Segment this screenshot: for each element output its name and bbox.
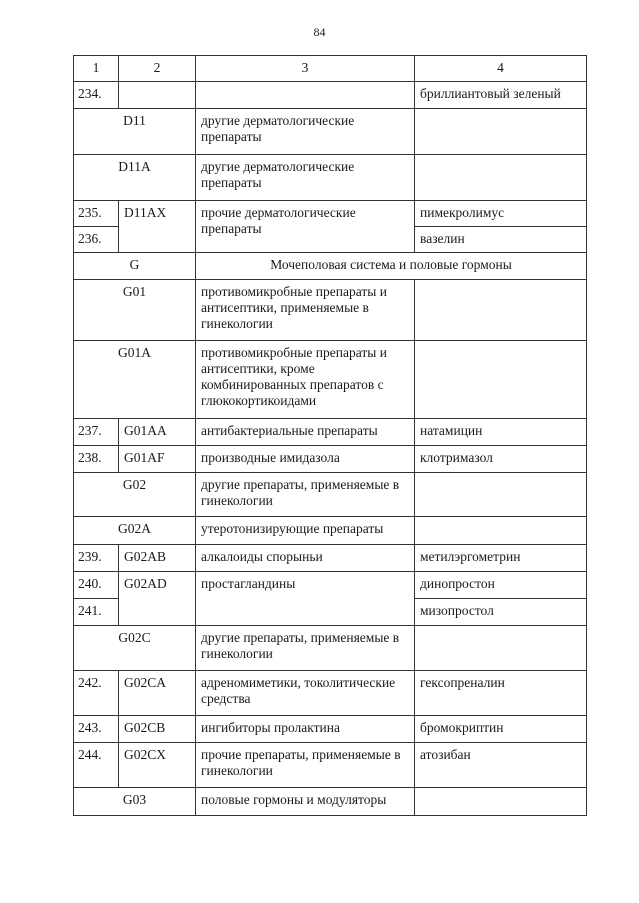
group-description: другие дерматологические препараты [196,109,415,155]
atc-code [119,82,196,109]
table-row [74,545,587,572]
drug-name: гексопреналин [415,671,587,716]
group-description: антибактериальные препараты [196,419,415,446]
column-header: 4 [415,56,587,82]
row-number: 239. [74,545,119,572]
table-row [74,109,587,155]
group-description: алкалоиды спорыньи [196,545,415,572]
drug-name [415,341,587,419]
drug-name: атозибан [415,743,587,788]
row-number: 242. [74,671,119,716]
atc-code: G02 [74,473,196,517]
atc-code: D11A [74,155,196,201]
table-row [74,788,587,816]
table-row [74,201,587,227]
atc-code: G02AD [119,572,196,626]
drug-name [415,473,587,517]
drug-name [415,280,587,341]
atc-code: G02CA [119,671,196,716]
atc-code: D11 [74,109,196,155]
drug-name: пимекролимус [415,201,587,227]
drug-name: метилэргометрин [415,545,587,572]
group-description: утеротонизирующие препараты [196,517,415,545]
drug-name [415,109,587,155]
row-number: 244. [74,743,119,788]
group-description: другие препараты, применяемые в гинекологии [196,473,415,517]
group-description: противомикробные препараты и антисептики, применяемые в гинекологии [196,280,415,341]
group-description [196,82,415,109]
atc-code: G02CB [119,716,196,743]
drug-name: клотримазол [415,446,587,473]
atc-code: G02CX [119,743,196,788]
drug-name: бриллиантовый зеленый [415,82,587,109]
group-description: прочие дерматологические препараты [196,201,415,253]
table-row [74,280,587,341]
atc-code: G01AA [119,419,196,446]
atc-code: G01A [74,341,196,419]
drug-table [73,55,587,816]
row-number: 243. [74,716,119,743]
group-description: противомикробные препараты и антисептики, кроме комбинированных препаратов с глюкокортикоидами [196,341,415,419]
row-number: 234. [74,82,119,109]
drug-name [415,517,587,545]
atc-code: G [74,253,196,280]
table-row [74,473,587,517]
group-description: половые гормоны и модуляторы [196,788,415,816]
group-description: ингибиторы пролактина [196,716,415,743]
table-row [74,743,587,788]
atc-code: G02C [74,626,196,671]
drug-name: динопростон [415,572,587,599]
table-row [74,626,587,671]
atc-code: G02AB [119,545,196,572]
atc-code: G03 [74,788,196,816]
table-row [74,572,587,599]
table-row [74,253,587,280]
row-number: 238. [74,446,119,473]
group-description: другие дерматологические препараты [196,155,415,201]
drug-name: бромокриптин [415,716,587,743]
drug-name: мизопростол [415,599,587,626]
atc-code: G02A [74,517,196,545]
column-header: 3 [196,56,415,82]
column-header: 2 [119,56,196,82]
table-row [74,446,587,473]
row-number: 237. [74,419,119,446]
drug-name: натамицин [415,419,587,446]
table-row [74,671,587,716]
table-row [74,517,587,545]
drug-name: вазелин [415,227,587,253]
column-header: 1 [74,56,119,82]
table-row [74,82,587,109]
row-number: 240. [74,572,119,599]
group-description: прочие препараты, применяемые в гинекологии [196,743,415,788]
row-number: 241. [74,599,119,626]
table-row [74,419,587,446]
header-row [74,56,587,82]
row-number: 235. [74,201,119,227]
group-description: простагландины [196,572,415,626]
group-description: адреномиметики, токолитические средства [196,671,415,716]
atc-code: G01 [74,280,196,341]
atc-code: G01AF [119,446,196,473]
table-row [74,341,587,419]
group-description: другие препараты, применяемые в гинекологии [196,626,415,671]
section-title: Мочеполовая система и половые гормоны [196,253,587,280]
table-row [74,716,587,743]
table-row [74,155,587,201]
row-number: 236. [74,227,119,253]
atc-code: D11AX [119,201,196,253]
page-number: 84 [313,25,326,39]
drug-name [415,155,587,201]
drug-name [415,626,587,671]
group-description: производные имидазола [196,446,415,473]
drug-name [415,788,587,816]
